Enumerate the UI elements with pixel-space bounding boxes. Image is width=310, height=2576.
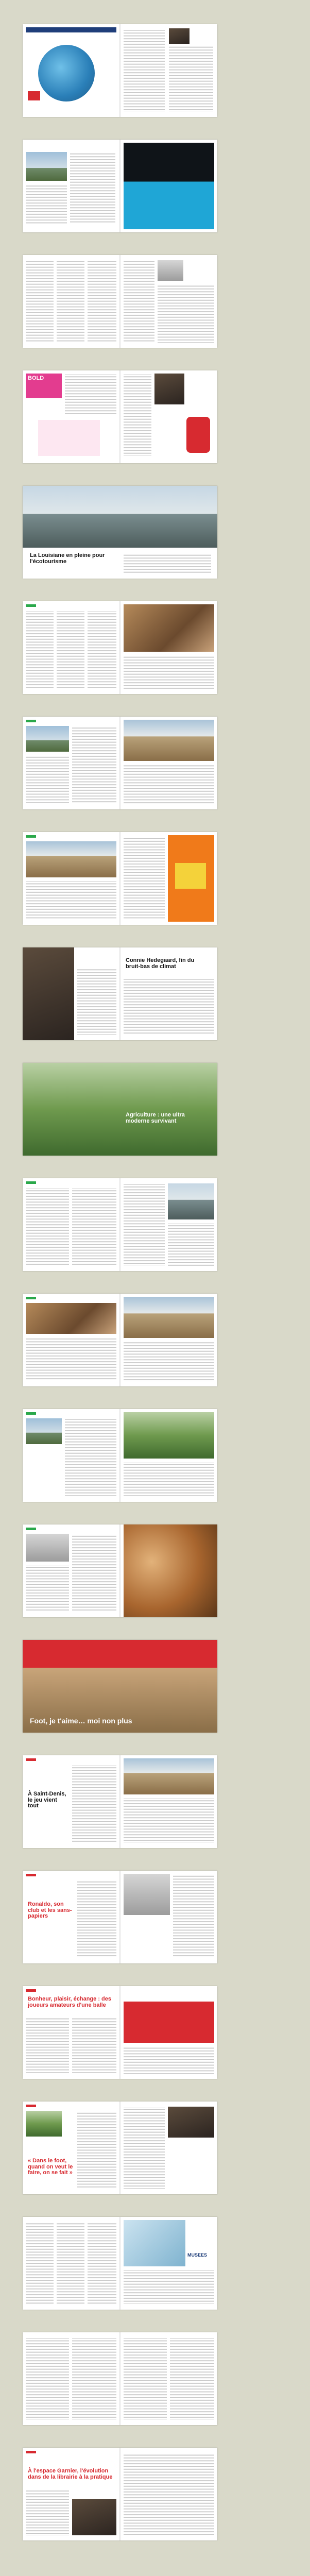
text-column (124, 29, 165, 112)
spread-6[interactable] (23, 601, 217, 694)
spread-gutter (119, 2217, 120, 2310)
spread-7[interactable] (23, 717, 217, 809)
photo (124, 1758, 214, 1794)
globe-illustration (38, 45, 95, 101)
text-column (57, 611, 84, 688)
spread-18[interactable] (23, 1986, 217, 2079)
photo (26, 841, 116, 877)
text-column (169, 45, 213, 112)
spread-gutter (119, 717, 120, 809)
text-column (72, 1534, 116, 1611)
text-column (57, 260, 84, 343)
text-column (26, 2489, 69, 2535)
spread-headline: Bonheur, plaisir, échange : des joueurs amateurs d'une balle (28, 1996, 111, 2008)
ad-panel (124, 143, 214, 229)
text-column (72, 2337, 116, 2420)
spread-gutter (119, 1294, 120, 1386)
text-column (124, 2269, 214, 2304)
spread-gutter (119, 2102, 120, 2194)
ad-inset (175, 863, 206, 889)
spread-15[interactable] (23, 1640, 217, 1733)
photo (26, 1303, 116, 1334)
text-column (168, 1223, 214, 1266)
text-column (72, 1188, 116, 1265)
text-column (124, 655, 214, 689)
text-column (124, 553, 211, 573)
text-column (124, 1341, 214, 1381)
spread-gutter (119, 1755, 120, 1848)
text-column (26, 755, 69, 803)
spread-gutter (119, 370, 120, 463)
spread-gutter (119, 832, 120, 925)
landscape-photo (26, 152, 67, 181)
spread-headline: Foot, je t'aime… moi non plus (30, 1717, 132, 1725)
stadium-photo (124, 2002, 214, 2043)
spread-gutter (119, 1524, 120, 1617)
portrait-photo (23, 947, 74, 1040)
spread-17[interactable] (23, 1871, 217, 1963)
spread-gutter (119, 2332, 120, 2425)
header-strip (26, 27, 116, 32)
spread-headline: BOLD (28, 375, 44, 381)
spread-gutter (119, 140, 120, 232)
section-tag (26, 2105, 36, 2107)
text-column (72, 2017, 116, 2074)
spread-gutter (119, 1178, 120, 1271)
section-tag (26, 604, 36, 607)
section-tag (26, 1412, 36, 1415)
text-column (124, 837, 165, 920)
spread-headline: MUSEES (187, 2252, 208, 2258)
spread-gutter (119, 1986, 120, 2079)
spread-headline: À Saint-Denis, le jeu vient tout (28, 1791, 66, 1809)
text-column (173, 1874, 214, 1958)
fullbleed-photo (23, 486, 217, 548)
chart-illustration (38, 420, 100, 456)
spread-gutter (119, 2448, 120, 2540)
spread-5[interactable] (23, 486, 217, 579)
photo (124, 1297, 214, 1338)
text-column (124, 2453, 214, 2535)
text-column (65, 1418, 116, 1496)
spread-gutter (119, 255, 120, 348)
text-column (124, 764, 214, 804)
text-column (124, 2107, 165, 2189)
spread-19[interactable] (23, 2102, 217, 2194)
text-column (26, 1188, 69, 1265)
portrait-photo (169, 28, 190, 44)
photo (124, 1874, 170, 1915)
text-column (124, 2046, 214, 2074)
text-column (57, 2222, 84, 2304)
photo (124, 2220, 185, 2266)
photo (168, 2107, 214, 2138)
text-column (26, 1337, 116, 1381)
text-column (26, 2222, 54, 2304)
section-tag (26, 835, 36, 838)
text-column (26, 184, 67, 225)
text-column (26, 2017, 69, 2074)
text-column (77, 968, 116, 1035)
photo (26, 1534, 69, 1562)
spread-headline: Connie Hedegaard, fin du bruit-bas de climat (126, 957, 195, 970)
spread-gutter (119, 1409, 120, 1502)
spread-3[interactable] (23, 255, 217, 348)
text-column (88, 2222, 116, 2304)
spread-headline: Agriculture : une ultra moderne survivant (126, 1112, 185, 1124)
spread-14[interactable] (23, 1524, 217, 1617)
text-column (26, 1565, 69, 1611)
text-column (124, 1183, 165, 1266)
photo (124, 604, 214, 652)
spread-9[interactable] (23, 947, 217, 1040)
spread-headline: À l'espace Garnier, l'évolution dans de la librairie à la pratique (28, 2468, 113, 2480)
section-tag (26, 720, 36, 722)
section-tag (26, 1181, 36, 1184)
text-column (77, 1880, 116, 1957)
text-column (124, 1462, 214, 1497)
text-column (124, 1798, 214, 1843)
text-column (88, 260, 116, 343)
text-column (170, 2337, 214, 2420)
text-column (70, 152, 115, 224)
photo (154, 374, 184, 404)
spread-8[interactable] (23, 832, 217, 925)
spread-13[interactable] (23, 1409, 217, 1502)
spread-gutter (119, 947, 120, 1040)
spread-16[interactable] (23, 1755, 217, 1848)
section-tag (26, 1297, 36, 1299)
spread-20[interactable] (23, 2217, 217, 2310)
section-tag (26, 2451, 36, 2453)
text-column (88, 611, 116, 688)
spread-4[interactable] (23, 370, 217, 463)
robot-illustration (186, 417, 210, 453)
text-column (124, 260, 154, 343)
text-column (26, 880, 116, 920)
spread-1[interactable] (23, 24, 217, 117)
section-tag (26, 1528, 36, 1530)
photo (158, 260, 183, 281)
spread-gutter (119, 601, 120, 694)
section-tag (26, 1758, 36, 1761)
red-badge (28, 91, 40, 100)
text-column (158, 284, 214, 343)
fullbleed-photo (23, 1063, 217, 1156)
text-column (26, 611, 54, 688)
spread-2[interactable] (23, 140, 217, 232)
bread-photo (124, 1524, 217, 1617)
photo (26, 2111, 62, 2137)
text-column (72, 726, 116, 803)
photo (124, 1412, 214, 1459)
spread-gutter (119, 1871, 120, 1963)
text-column (124, 374, 151, 456)
photo (72, 2499, 116, 2535)
spread-headline: « Dans le foot, quand on veut le faire, on se fait » (28, 2158, 73, 2176)
text-column (65, 374, 116, 415)
photo (124, 720, 214, 761)
spread-10[interactable] (23, 1063, 217, 1156)
photo (168, 1183, 214, 1219)
spread-12[interactable] (23, 1294, 217, 1386)
text-column (72, 1765, 116, 1842)
spread-11[interactable] (23, 1178, 217, 1271)
spread-headline: La Louisiane en pleine pour l'écotourisme (30, 552, 105, 565)
text-column (26, 260, 54, 343)
text-column (26, 2337, 69, 2420)
spread-headline: Ronaldo, son club et les sans-papiers (28, 1901, 72, 1920)
section-tag (26, 1989, 36, 1992)
photo (26, 1418, 62, 1444)
photo (26, 726, 69, 752)
text-column (124, 978, 214, 1035)
section-tag (26, 1874, 36, 1876)
text-column (124, 2337, 167, 2420)
text-column (77, 2111, 116, 2188)
spread-22[interactable] (23, 2448, 217, 2540)
spread-21[interactable] (23, 2332, 217, 2425)
spread-gutter (119, 24, 120, 117)
